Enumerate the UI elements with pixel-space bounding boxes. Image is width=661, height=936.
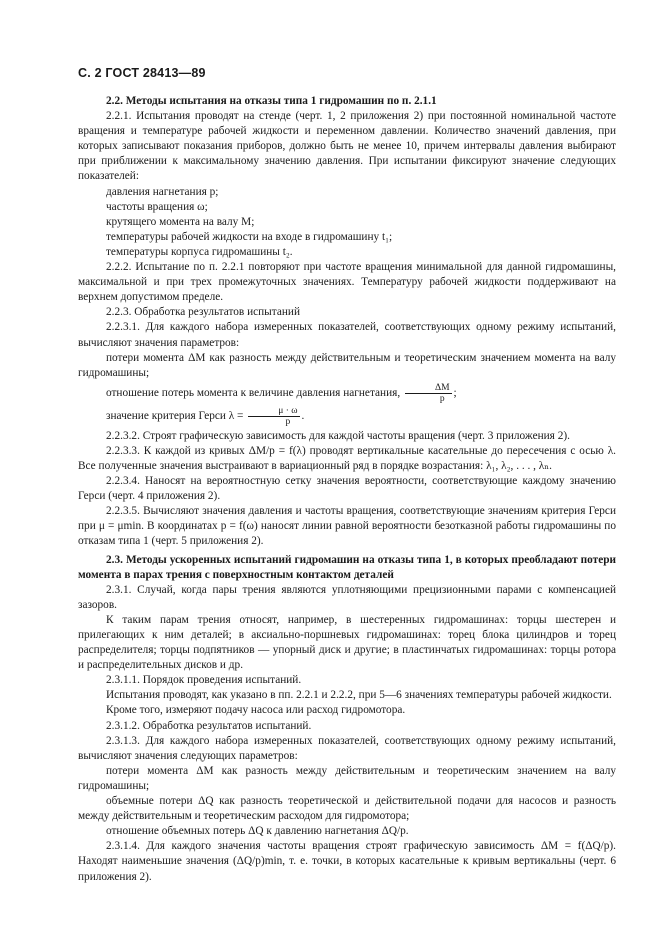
paragraph-text: крутящего момента на валу M;	[106, 215, 255, 228]
paragraph	[78, 474, 616, 504]
paragraph	[78, 215, 616, 230]
paragraph	[78, 109, 616, 184]
paragraph	[78, 305, 616, 320]
formula-punctuation: ;	[453, 386, 457, 399]
paragraph-text: Испытания проводят, как указано в пп. 2.2.1 и 2.2.2, при 5—6 значениях температуры рабочей жидкости.	[106, 689, 612, 702]
paragraph-text: 2.2.3. Обработка результатов испытаний	[106, 306, 300, 319]
paragraph-text: 2.2.3.5. Вычисляют значения давления и частоты вращения, соответствующие значениям критерия Герси при μ = μmin. В координатах p = f(ω) наносят линии равной вероятности безотказной работы гидромашины по отказам типа 1 (черт. 5 приложения 2).	[78, 505, 616, 548]
paragraph-text: 2.2.3.3. К каждой из кривых ΔM/p = f(λ) проводят вертикальные касательные до пересечения с осью λ. Все полученные значения выстраивают в вариационный ряд в порядке возрастания: λ₁, λ₂, . . . , λₙ.	[78, 444, 616, 472]
section-heading	[78, 94, 616, 109]
section-heading	[78, 553, 616, 583]
paragraph	[78, 444, 616, 474]
paragraph	[78, 673, 616, 688]
paragraph-text: 2.2.3.2. Строят графическую зависимость для каждой частоты вращения (черт. 3 приложения 2).	[106, 429, 570, 442]
paragraph-text: 2.3. Методы ускоренных испытаний гидромашин на отказы типа 1, в которых преобладают потери момента в парах трения с поверхностным контактом деталей	[78, 553, 616, 581]
formula-punctuation: .	[301, 409, 305, 422]
paragraph	[78, 245, 616, 260]
document-body	[78, 94, 616, 885]
paragraph	[78, 351, 616, 381]
paragraph-text: 2.3.1.4. Для каждого значения частоты вращения строят графическую зависимость ΔM = f(ΔQ/p). Находят наименьшие значения (ΔQ/p)min, т. е. точки, в которых касательные к кривым вертикальны (черт. 6 приложения 2).	[78, 840, 616, 883]
paragraph-text: 2.2.2. Испытание по п. 2.2.1 повторяют при частоте вращения минимальной для данной гидромашины, максимальной и при трех промежуточных значениях. Температуру рабочей жидкости поддерживают на верхнем допустимом пределе.	[78, 261, 616, 304]
paragraph	[78, 185, 616, 200]
paragraph-text: отношение потерь момента к величине давления нагнетания,	[106, 386, 401, 399]
paragraph	[78, 383, 616, 404]
paragraph	[78, 839, 616, 884]
paragraph	[78, 613, 616, 673]
paragraph-text: К таким парам трения относят, например, в шестеренных гидромашинах: торцы шестерен и прилегающих к ним деталей; в аксиально-поршневых гидромашинах: торец блока цилиндров и торец распределителя; торцы подпятников — упорный диск и другие; в пластинчатых гидромашинах: торцы ротора и распределительных дисков и др.	[78, 613, 616, 672]
paragraph-text: 2.3.1.3. Для каждого набора измеренных показателей, соответствующих одному режиму испытаний, вычисляют значения следующих параметров:	[78, 734, 616, 762]
paragraph	[78, 583, 616, 613]
paragraph	[78, 230, 616, 245]
paragraph-text: 2.2.3.4. Наносят на вероятностную сетку значения вероятности, соответствующие каждому значению Герси (черт. 4 приложения 2).	[78, 475, 616, 503]
paragraph	[78, 429, 616, 444]
fraction-numerator: μ · ω	[248, 406, 299, 417]
paragraph-text: 2.2. Методы испытания на отказы типа 1 гидромашин по п. 2.1.1	[106, 95, 437, 107]
paragraph	[78, 688, 616, 703]
paragraph	[78, 200, 616, 215]
paragraph	[78, 734, 616, 764]
paragraph-text: температуры рабочей жидкости на входе в гидромашину t₁;	[106, 230, 393, 243]
paragraph-text: потери момента ΔM как разность между действительным и теоретическим значением на валу гидромашины;	[78, 764, 616, 792]
paragraph-text: частоты вращения ω;	[106, 200, 208, 213]
paragraph-text: давления нагнетания p;	[106, 185, 219, 198]
paragraph-text: температуры корпуса гидромашины t₂.	[106, 245, 293, 258]
paragraph-text: 2.3.1.2. Обработка результатов испытаний.	[106, 719, 312, 732]
paragraph-text: значение критерия Герси λ =	[106, 409, 244, 422]
fraction-numerator: ΔM	[405, 383, 452, 394]
paragraph-text: Кроме того, измеряют подачу насоса или расход гидромотора.	[106, 704, 406, 717]
paragraph-text: 2.3.1.1. Порядок проведения испытаний.	[106, 674, 302, 687]
fraction-denominator: p	[285, 416, 291, 427]
paragraph-text: 2.2.1. Испытания проводят на стенде (черт. 1, 2 приложения 2) при постоянной номинальной частоте вращения и температуре рабочей жидкости и переменном давлении. Количество значений давления, при которых записывают показания приборов, должно быть не менее 10, причем интервалы давления выбирают при приближении к максимальному значению давления. При испытании фиксируют значение следующих показателей:	[78, 110, 616, 183]
fraction	[405, 383, 452, 404]
paragraph-text: потери момента ΔM как разность между действительным и теоретическим значением момента на валу гидромашины;	[78, 351, 616, 379]
paragraph	[78, 320, 616, 350]
page-header: С. 2 ГОСТ 28413—89	[78, 66, 206, 80]
paragraph	[78, 703, 616, 718]
paragraph-text: 2.3.1. Случай, когда пары трения являются уплотняющими прецизионными парами с компенсацией зазоров.	[78, 583, 616, 611]
paragraph	[78, 260, 616, 305]
paragraph	[78, 824, 616, 839]
paragraph	[78, 504, 616, 549]
paragraph	[78, 764, 616, 794]
paragraph	[78, 794, 616, 824]
paragraph-text: 2.2.3.1. Для каждого набора измеренных показателей, соответствующих одному режиму испытаний, вычисляют значения параметров:	[78, 321, 616, 349]
paragraph	[78, 406, 616, 427]
paragraph	[78, 719, 616, 734]
paragraph-text: объемные потери ΔQ как разность теоретической и действительной подачи для насосов и разность между действительным и теоретическим расходом для гидромотора;	[78, 795, 616, 823]
fraction-denominator: p	[439, 393, 445, 404]
fraction	[248, 406, 299, 427]
paragraph-text: отношение объемных потерь ΔQ к давлению нагнетания ΔQ/p.	[106, 825, 409, 838]
